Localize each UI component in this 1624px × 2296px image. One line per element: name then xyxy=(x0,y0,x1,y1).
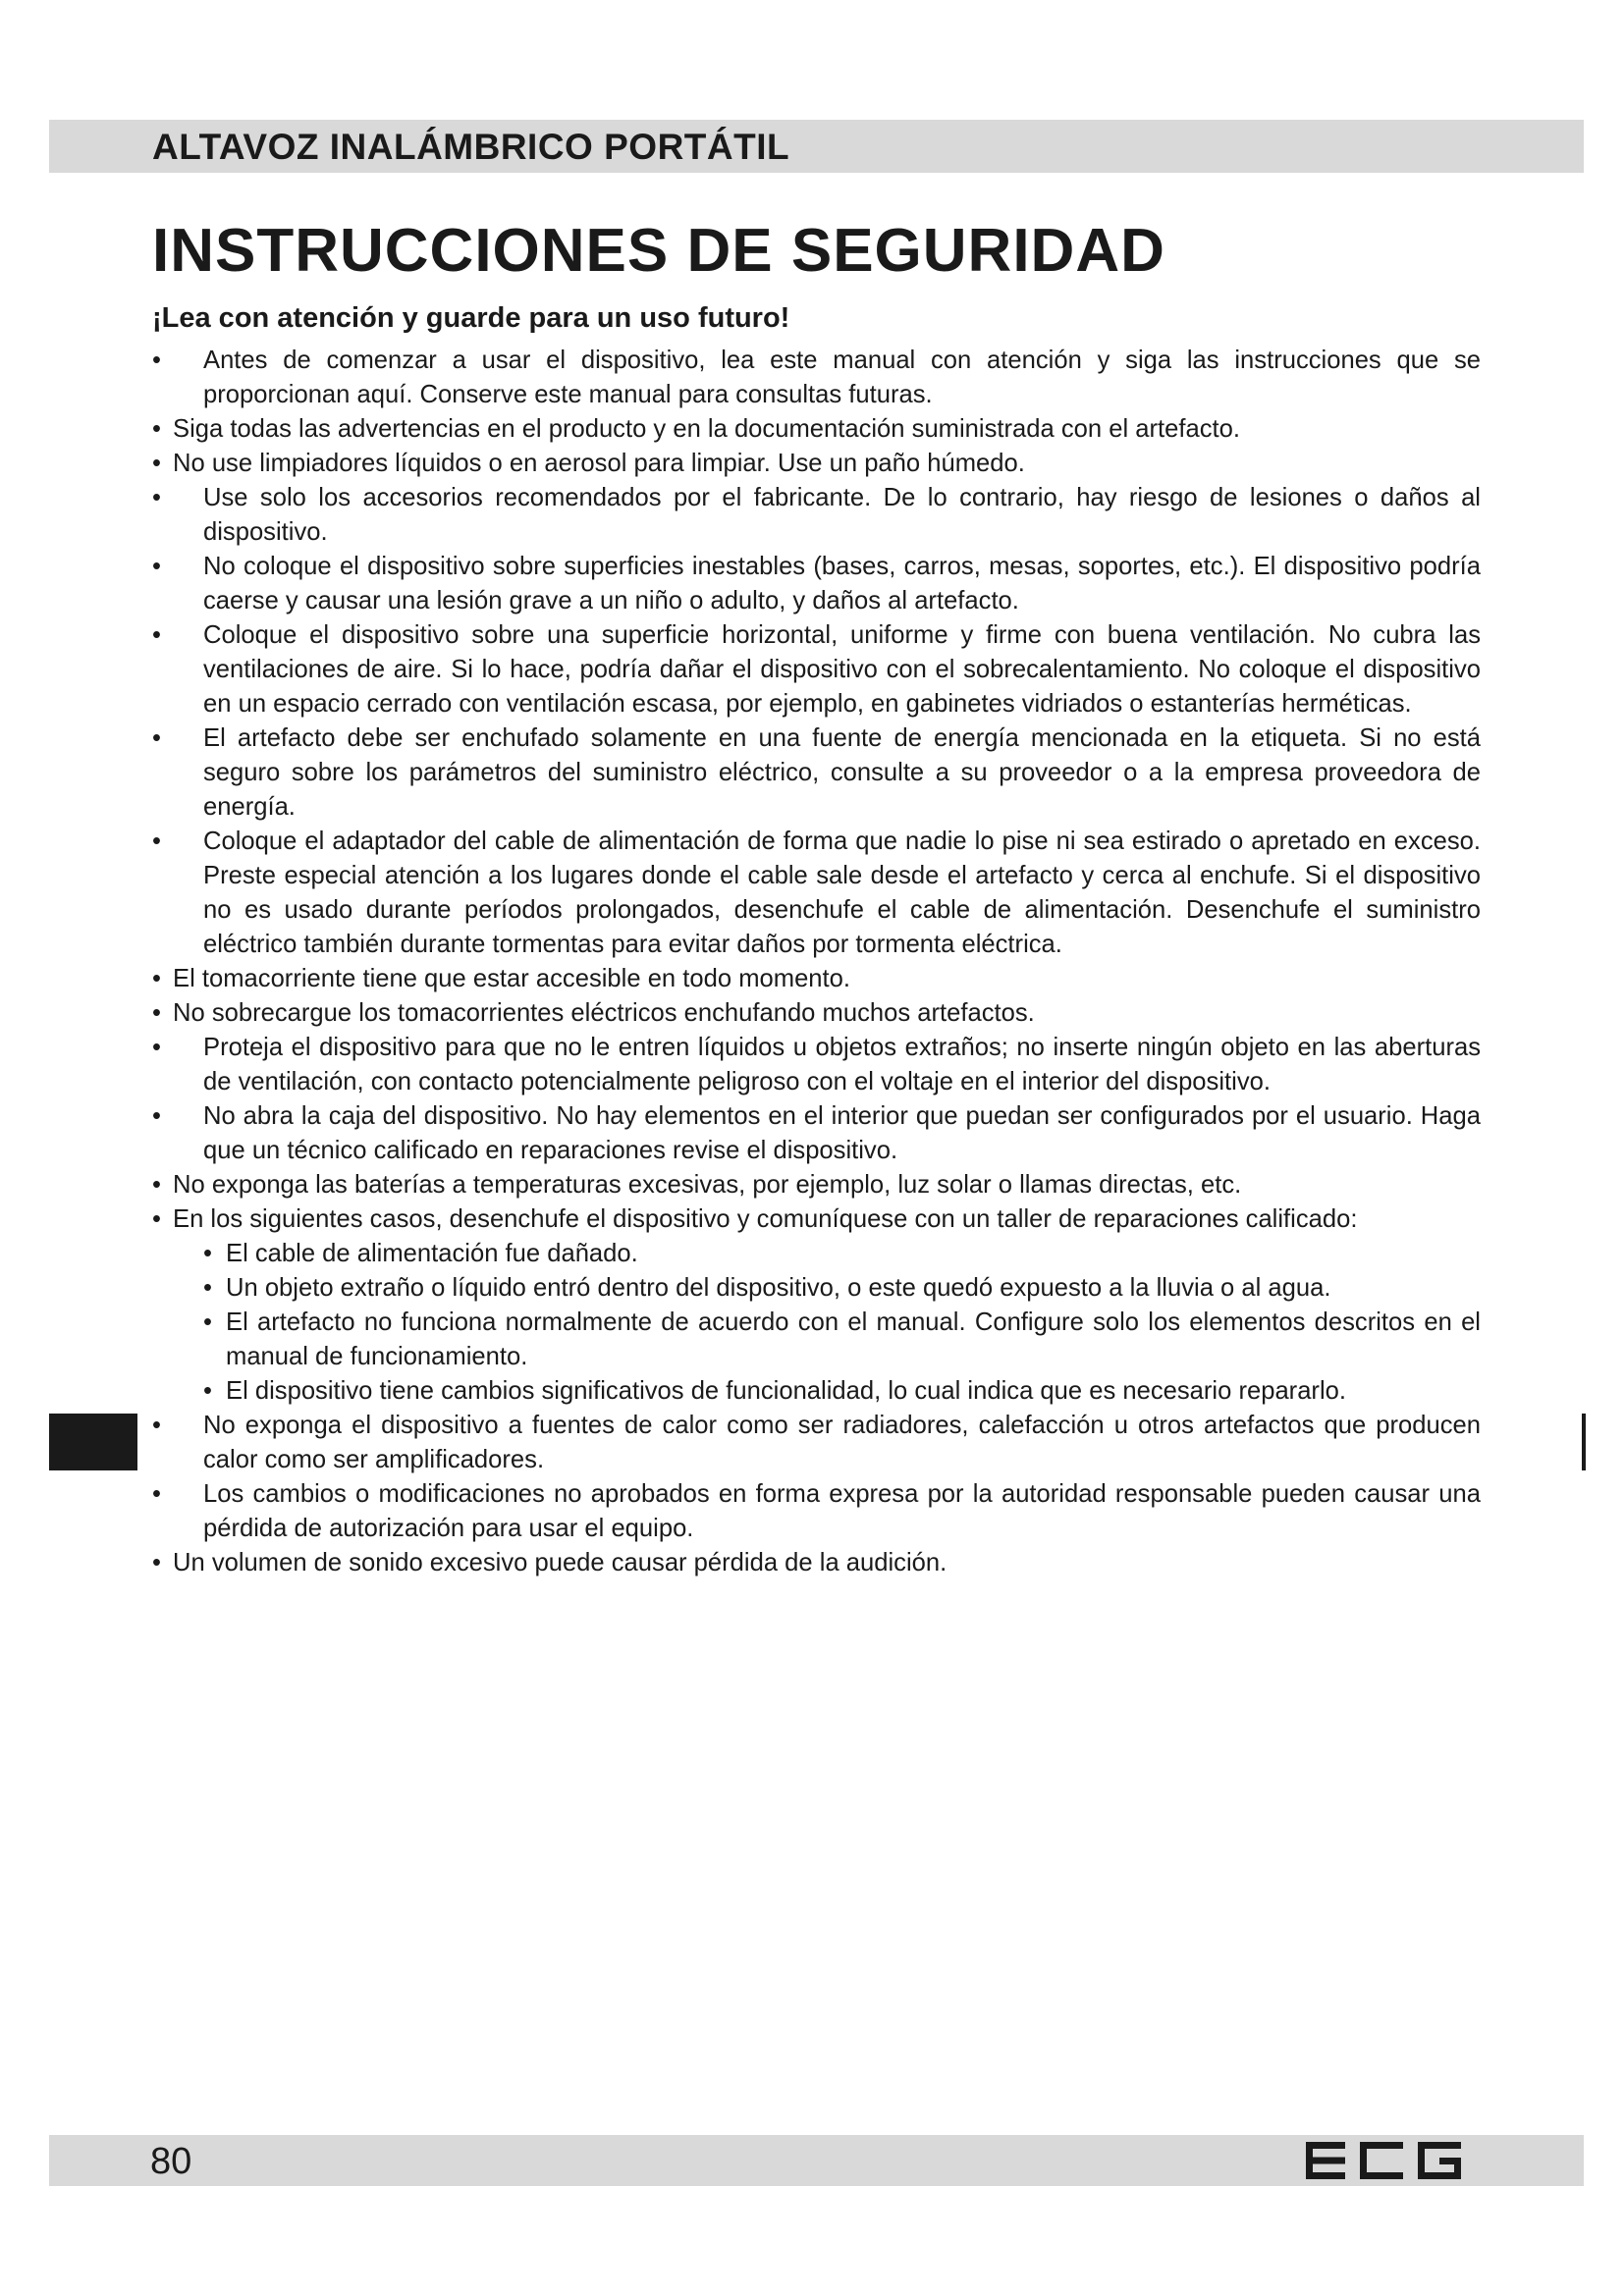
list-item: • No use limpiadores líquidos o en aerosol para limpiar. Use un paño húmedo. xyxy=(152,447,1481,481)
list-item: • Antes de comenzar a usar el dispositivo, lea este manual con atención y siga las instrucciones que se proporcionan aquí. Conserve este manual para consultas futuras. xyxy=(152,344,1481,412)
safety-instructions-list xyxy=(152,344,1481,1580)
list-item: • No exponga las baterías a temperaturas excesivas, por ejemplo, luz solar o llamas directas, etc. xyxy=(152,1168,1481,1202)
margin-rule xyxy=(1582,1414,1586,1470)
list-item: • No coloque el dispositivo sobre superficies inestables (bases, carros, mesas, soportes, etc.). El dispositivo podría caerse y causar una lesión grave a un niño o adulto, y daños al artefacto. xyxy=(152,550,1481,618)
page-subtitle: ¡Lea con atención y guarde para un uso futuro! xyxy=(152,302,790,334)
list-item: • Los cambios o modificaciones no aprobados en forma expresa por la autoridad responsable pueden causar una pérdida de autorización para usar el equipo. xyxy=(152,1477,1481,1546)
page-title: INSTRUCCIONES DE SEGURIDAD xyxy=(152,217,1165,285)
page-number: 80 xyxy=(150,2141,192,2182)
list-item: • Coloque el dispositivo sobre una superficie horizontal, uniforme y firme con buena ventilación. No cubra las ventilaciones de aire. Si lo hace, podría dañar el dispositivo con el sobrecalentamiento. No coloque el dispositivo en un espacio cerrado con ventilación escasa, por ejemplo, en gabinetes vidriados o estanterías herméticas. xyxy=(152,618,1481,721)
sub-list-item: • El cable de alimentación fue dañado. xyxy=(152,1237,1481,1271)
sub-list-item: • Un objeto extraño o líquido entró dentro del dispositivo, o este quedó expuesto a la lluvia o al agua. xyxy=(152,1271,1481,1306)
sub-list-item: • El dispositivo tiene cambios significativos de funcionalidad, lo cual indica que es necesario repararlo. xyxy=(152,1374,1481,1409)
list-item: • Un volumen de sonido excesivo puede causar pérdida de la audición. xyxy=(152,1546,1481,1580)
list-item: • No abra la caja del dispositivo. No hay elementos en el interior que puedan ser configurados por el usuario. Haga que un técnico calificado en reparaciones revise el dispositivo. xyxy=(152,1099,1481,1168)
sub-list-item: • El artefacto no funciona normalmente de acuerdo con el manual. Configure solo los elementos descritos en el manual de funcionamiento. xyxy=(152,1306,1481,1374)
list-item: • El tomacorriente tiene que estar accesible en todo momento. xyxy=(152,962,1481,996)
header-title: ALTAVOZ INALÁMBRICO PORTÁTIL xyxy=(152,127,790,167)
list-item: • El artefacto debe ser enchufado solamente en una fuente de energía mencionada en la etiqueta. Si no está seguro sobre los parámetros del suministro eléctrico, consulte a su proveedor o a la empresa proveedora de energía. xyxy=(152,721,1481,825)
list-item: • Siga todas las advertencias en el producto y en la documentación suministrada con el artefacto. xyxy=(152,412,1481,447)
language-tab-marker xyxy=(49,1414,137,1470)
list-item: • No sobrecargue los tomacorrientes eléctricos enchufando muchos artefactos. xyxy=(152,996,1481,1031)
list-item: • Use solo los accesorios recomendados por el fabricante. De lo contrario, hay riesgo de lesiones o daños al dispositivo. xyxy=(152,481,1481,550)
list-item: • En los siguientes casos, desenchufe el dispositivo y comuníquese con un taller de reparaciones calificado: xyxy=(152,1202,1481,1237)
ecg-logo xyxy=(1306,2142,1461,2179)
list-item: • Coloque el adaptador del cable de alimentación de forma que nadie lo pise ni sea estirado o apretado en exceso. Preste especial atención a los lugares donde el cable sale desde el artefacto y cerca al enchufe. Si el dispositivo no es usado durante períodos prolongados, desenchufe el cable de alimentación. Desenchufe el suministro eléctrico también durante tormentas para evitar daños por tormenta eléctrica. xyxy=(152,825,1481,962)
list-item: • Proteja el dispositivo para que no le entren líquidos u objetos extraños; no inserte ningún objeto en las aberturas de ventilación, con contacto potencialmente peligroso con el voltaje en el interior del dispositivo. xyxy=(152,1031,1481,1099)
list-item: • No exponga el dispositivo a fuentes de calor como ser radiadores, calefacción u otros artefactos que producen calor como ser amplificadores. xyxy=(152,1409,1481,1477)
